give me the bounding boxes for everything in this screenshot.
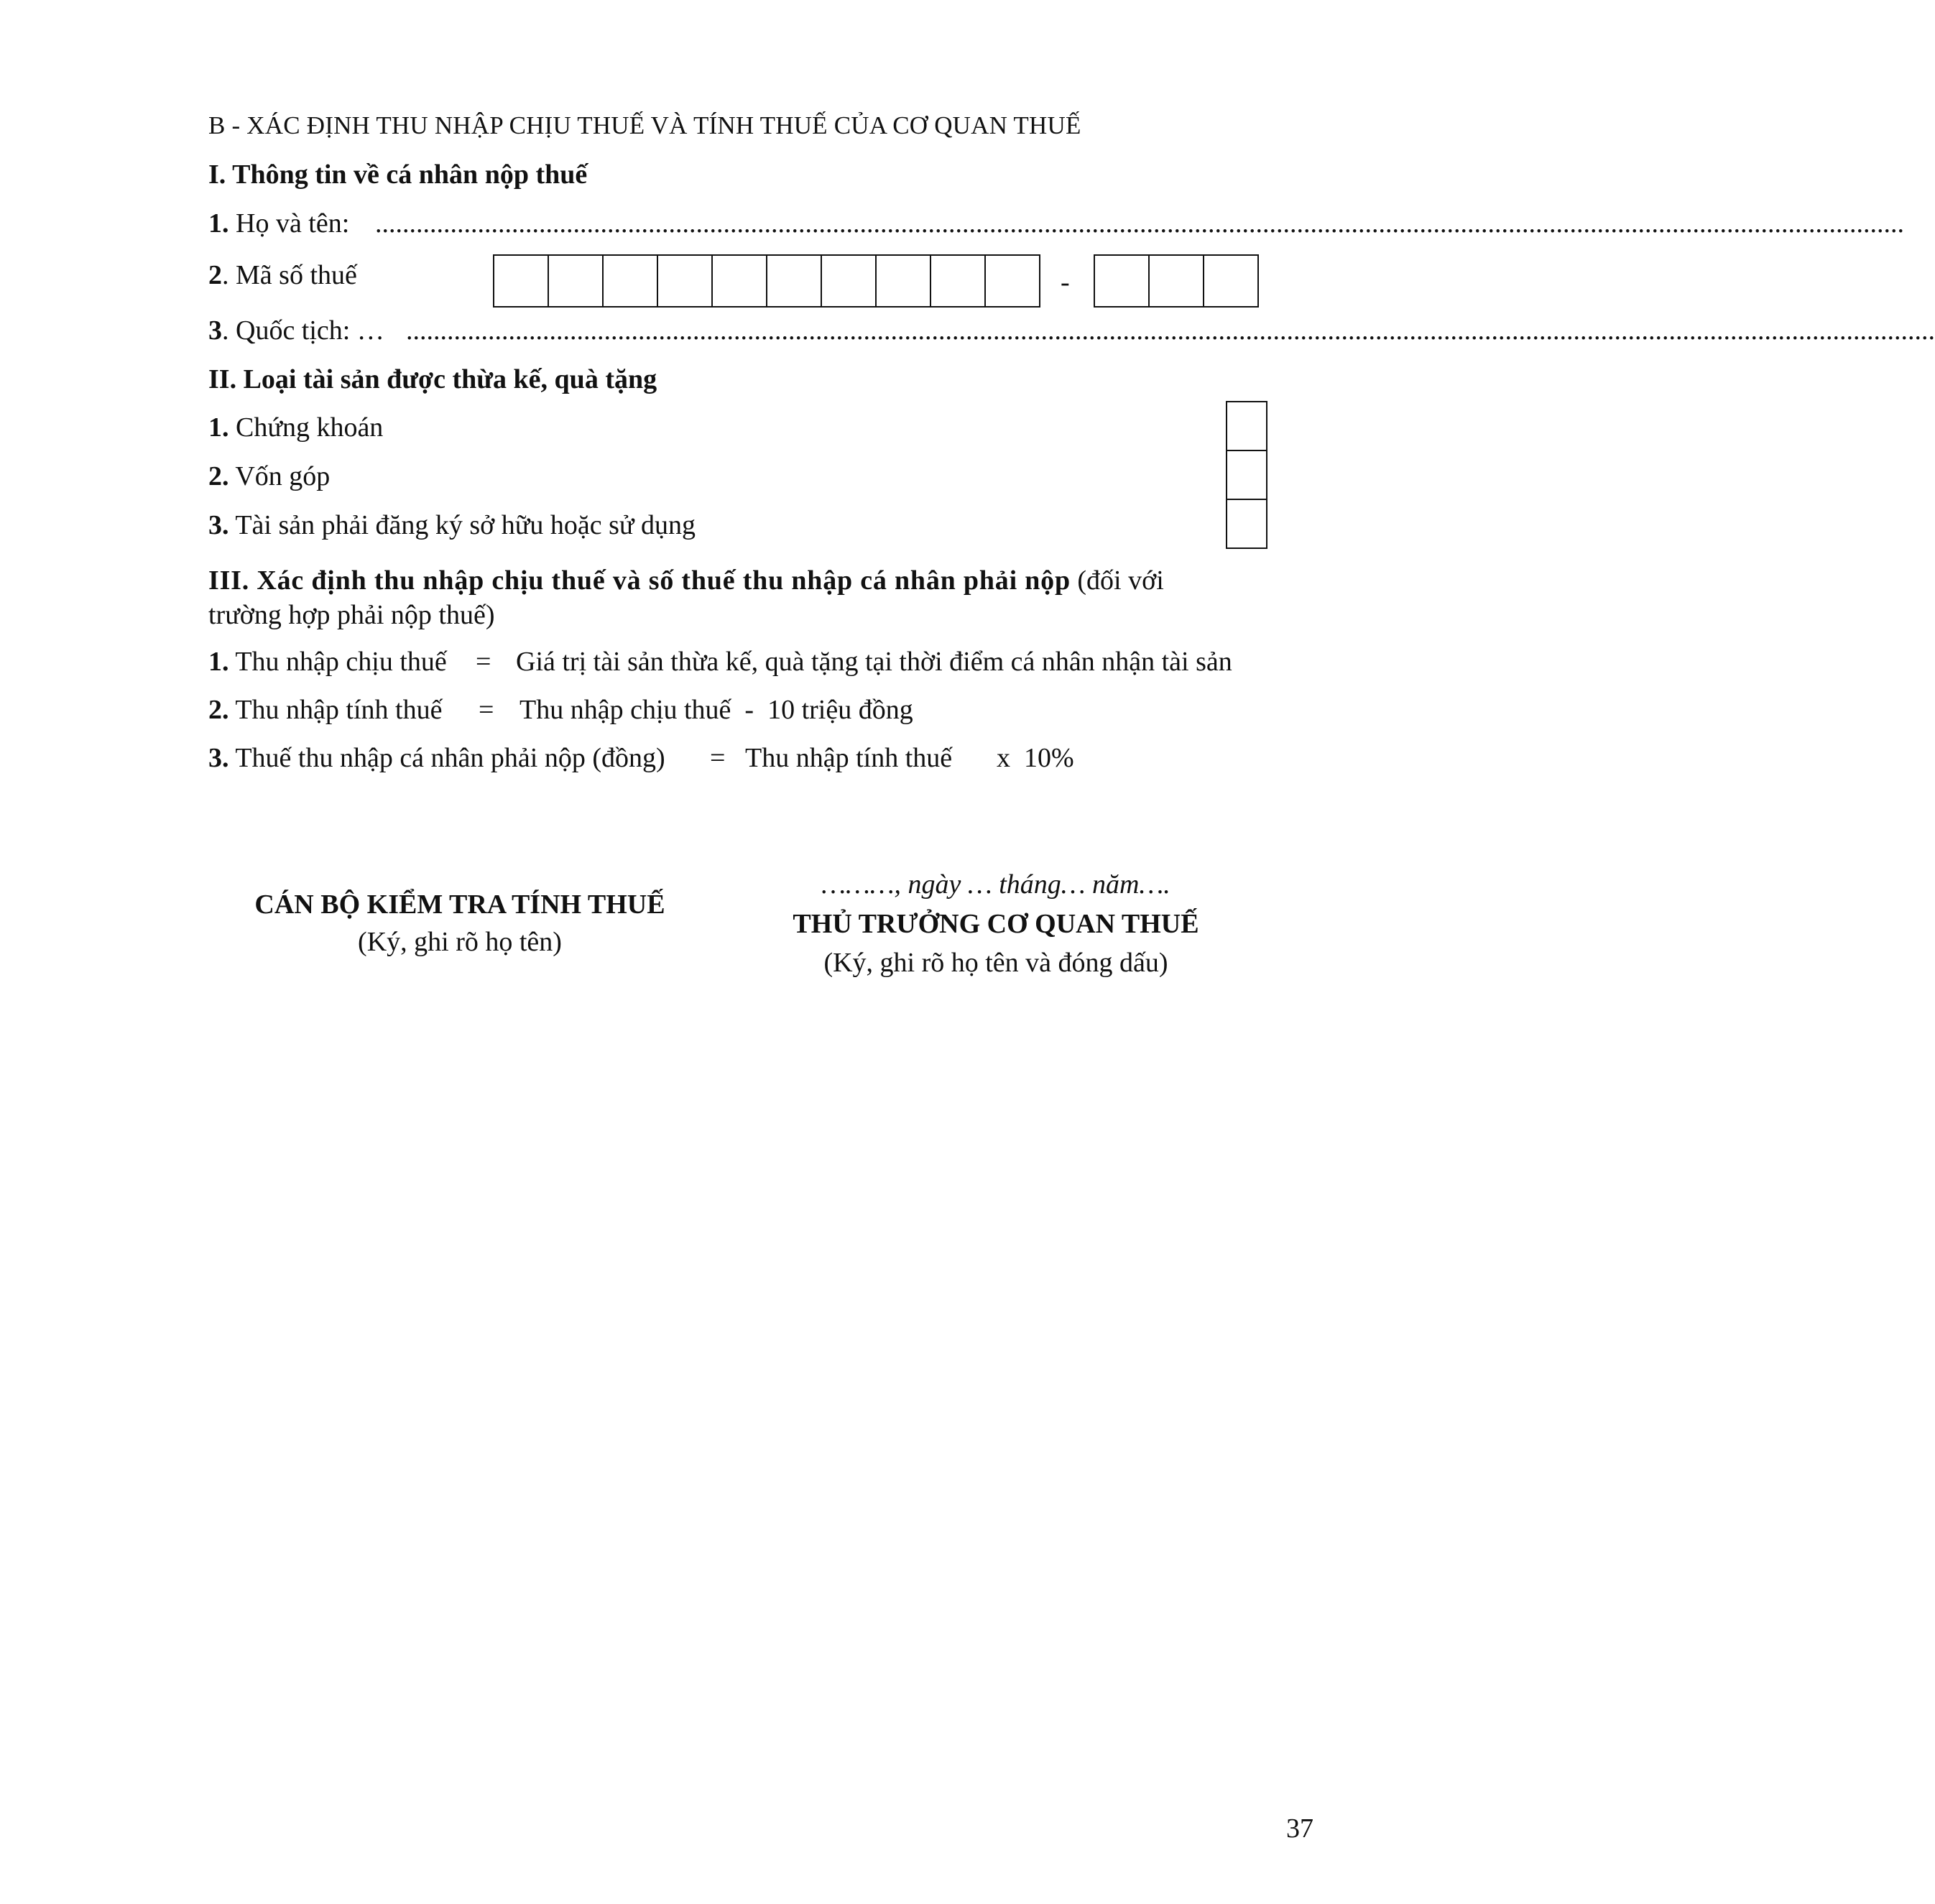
name-field[interactable]: ................................................................................................................................................................................................................................ xyxy=(375,208,1904,239)
tax-suffix-box[interactable] xyxy=(1203,254,1259,308)
tax-digit-box[interactable] xyxy=(875,254,931,308)
nationality-field[interactable]: ................................................................................................................................................................................................................................ xyxy=(406,315,1935,346)
asset-item xyxy=(208,460,330,493)
nationality-num: 3 xyxy=(208,315,222,346)
asset-checkbox[interactable] xyxy=(1226,499,1267,549)
tax-suffix-box[interactable] xyxy=(1094,254,1150,308)
asset-item-num: 1. xyxy=(208,412,229,443)
part1-heading: I. Thông tin về cá nhân nộp thuế xyxy=(208,160,588,190)
asset-checkbox[interactable] xyxy=(1226,401,1267,451)
calc-op: = xyxy=(710,743,726,773)
sig-left-note: (Ký, ghi rõ họ tên) xyxy=(358,927,562,957)
tax-digit-box[interactable] xyxy=(821,254,877,308)
calc-label: Thu nhập chịu thuế xyxy=(228,647,447,677)
nationality-label: . Quốc tịch: … xyxy=(222,315,384,346)
asset-item xyxy=(208,509,696,542)
section-b-title: B - XÁC ĐỊNH THU NHẬP CHỊU THUẾ VÀ TÍNH THUẾ CỦA CƠ QUAN THUẾ xyxy=(208,111,1081,139)
page-number: 37 xyxy=(1286,1813,1313,1844)
calc-value: Thu nhập chịu thuế - 10 triệu đồng xyxy=(519,695,913,725)
tax-digit-box[interactable] xyxy=(602,254,658,308)
part3-heading: III. Xác định thu nhập chịu thuế và số thuế thu nhập cá nhân phải nộp xyxy=(208,565,1071,596)
name-num: 1. xyxy=(208,208,229,239)
calc-label: Thuế thu nhập cá nhân phải nộp (đồng) xyxy=(228,743,665,773)
tax-digit-box[interactable] xyxy=(657,254,713,308)
calc-multiplier: x 10% xyxy=(997,743,1074,773)
tax-code-separator: - xyxy=(1061,267,1070,297)
sig-right-note: (Ký, ghi rõ họ tên và đóng dấu) xyxy=(823,948,1168,978)
asset-item xyxy=(208,411,383,444)
part3-heading-note: (đối với xyxy=(1070,565,1164,596)
calc-line-2 xyxy=(208,693,442,726)
sig-left-title: CÁN BỘ KIỂM TRA TÍNH THUẾ xyxy=(254,889,665,920)
calc-num: 1. xyxy=(208,647,229,677)
asset-item-num: 3. xyxy=(208,510,229,540)
calc-num: 3. xyxy=(208,743,229,773)
tax-digit-box[interactable] xyxy=(930,254,986,308)
part3-heading-row xyxy=(208,564,1164,597)
part2-heading: II. Loại tài sản được thừa kế, quà tặng xyxy=(208,364,657,394)
calc-label: Thu nhập tính thuế xyxy=(228,695,443,725)
sig-date: ………, ngày … tháng… năm…. xyxy=(821,869,1170,900)
calc-value: Thu nhập tính thuế xyxy=(745,743,953,773)
tax-code-row xyxy=(208,259,357,292)
name-row xyxy=(208,207,349,240)
calc-line-3 xyxy=(208,741,665,775)
calc-op: = xyxy=(479,695,494,725)
asset-item-label: Chứng khoán xyxy=(228,412,384,443)
nationality-row xyxy=(208,314,384,347)
calc-num: 2. xyxy=(208,695,229,725)
calc-op: = xyxy=(476,647,491,677)
asset-item-num: 2. xyxy=(208,461,229,491)
tax-digit-box[interactable] xyxy=(493,254,549,308)
tax-digit-box[interactable] xyxy=(984,254,1040,308)
asset-item-label: Vốn góp xyxy=(228,461,331,491)
tax-code-label: . Mã số thuế xyxy=(222,260,357,290)
asset-item-label: Tài sản phải đăng ký sở hữu hoặc sử dụng xyxy=(228,510,696,540)
calc-line-1 xyxy=(208,645,447,678)
name-label: Họ và tên: xyxy=(228,208,350,239)
tax-code-num: 2 xyxy=(208,260,222,290)
sig-right-title: THỦ TRƯỞNG CƠ QUAN THUẾ xyxy=(793,909,1199,939)
asset-checkbox[interactable] xyxy=(1226,450,1267,500)
tax-digit-box[interactable] xyxy=(766,254,822,308)
tax-suffix-box[interactable] xyxy=(1148,254,1204,308)
part3-heading-note-2: trường hợp phải nộp thuế) xyxy=(208,600,495,630)
tax-digit-box[interactable] xyxy=(711,254,767,308)
calc-value: Giá trị tài sản thừa kế, quà tặng tại thời điểm cá nhân nhận tài sản xyxy=(516,647,1232,677)
tax-digit-box[interactable] xyxy=(548,254,604,308)
